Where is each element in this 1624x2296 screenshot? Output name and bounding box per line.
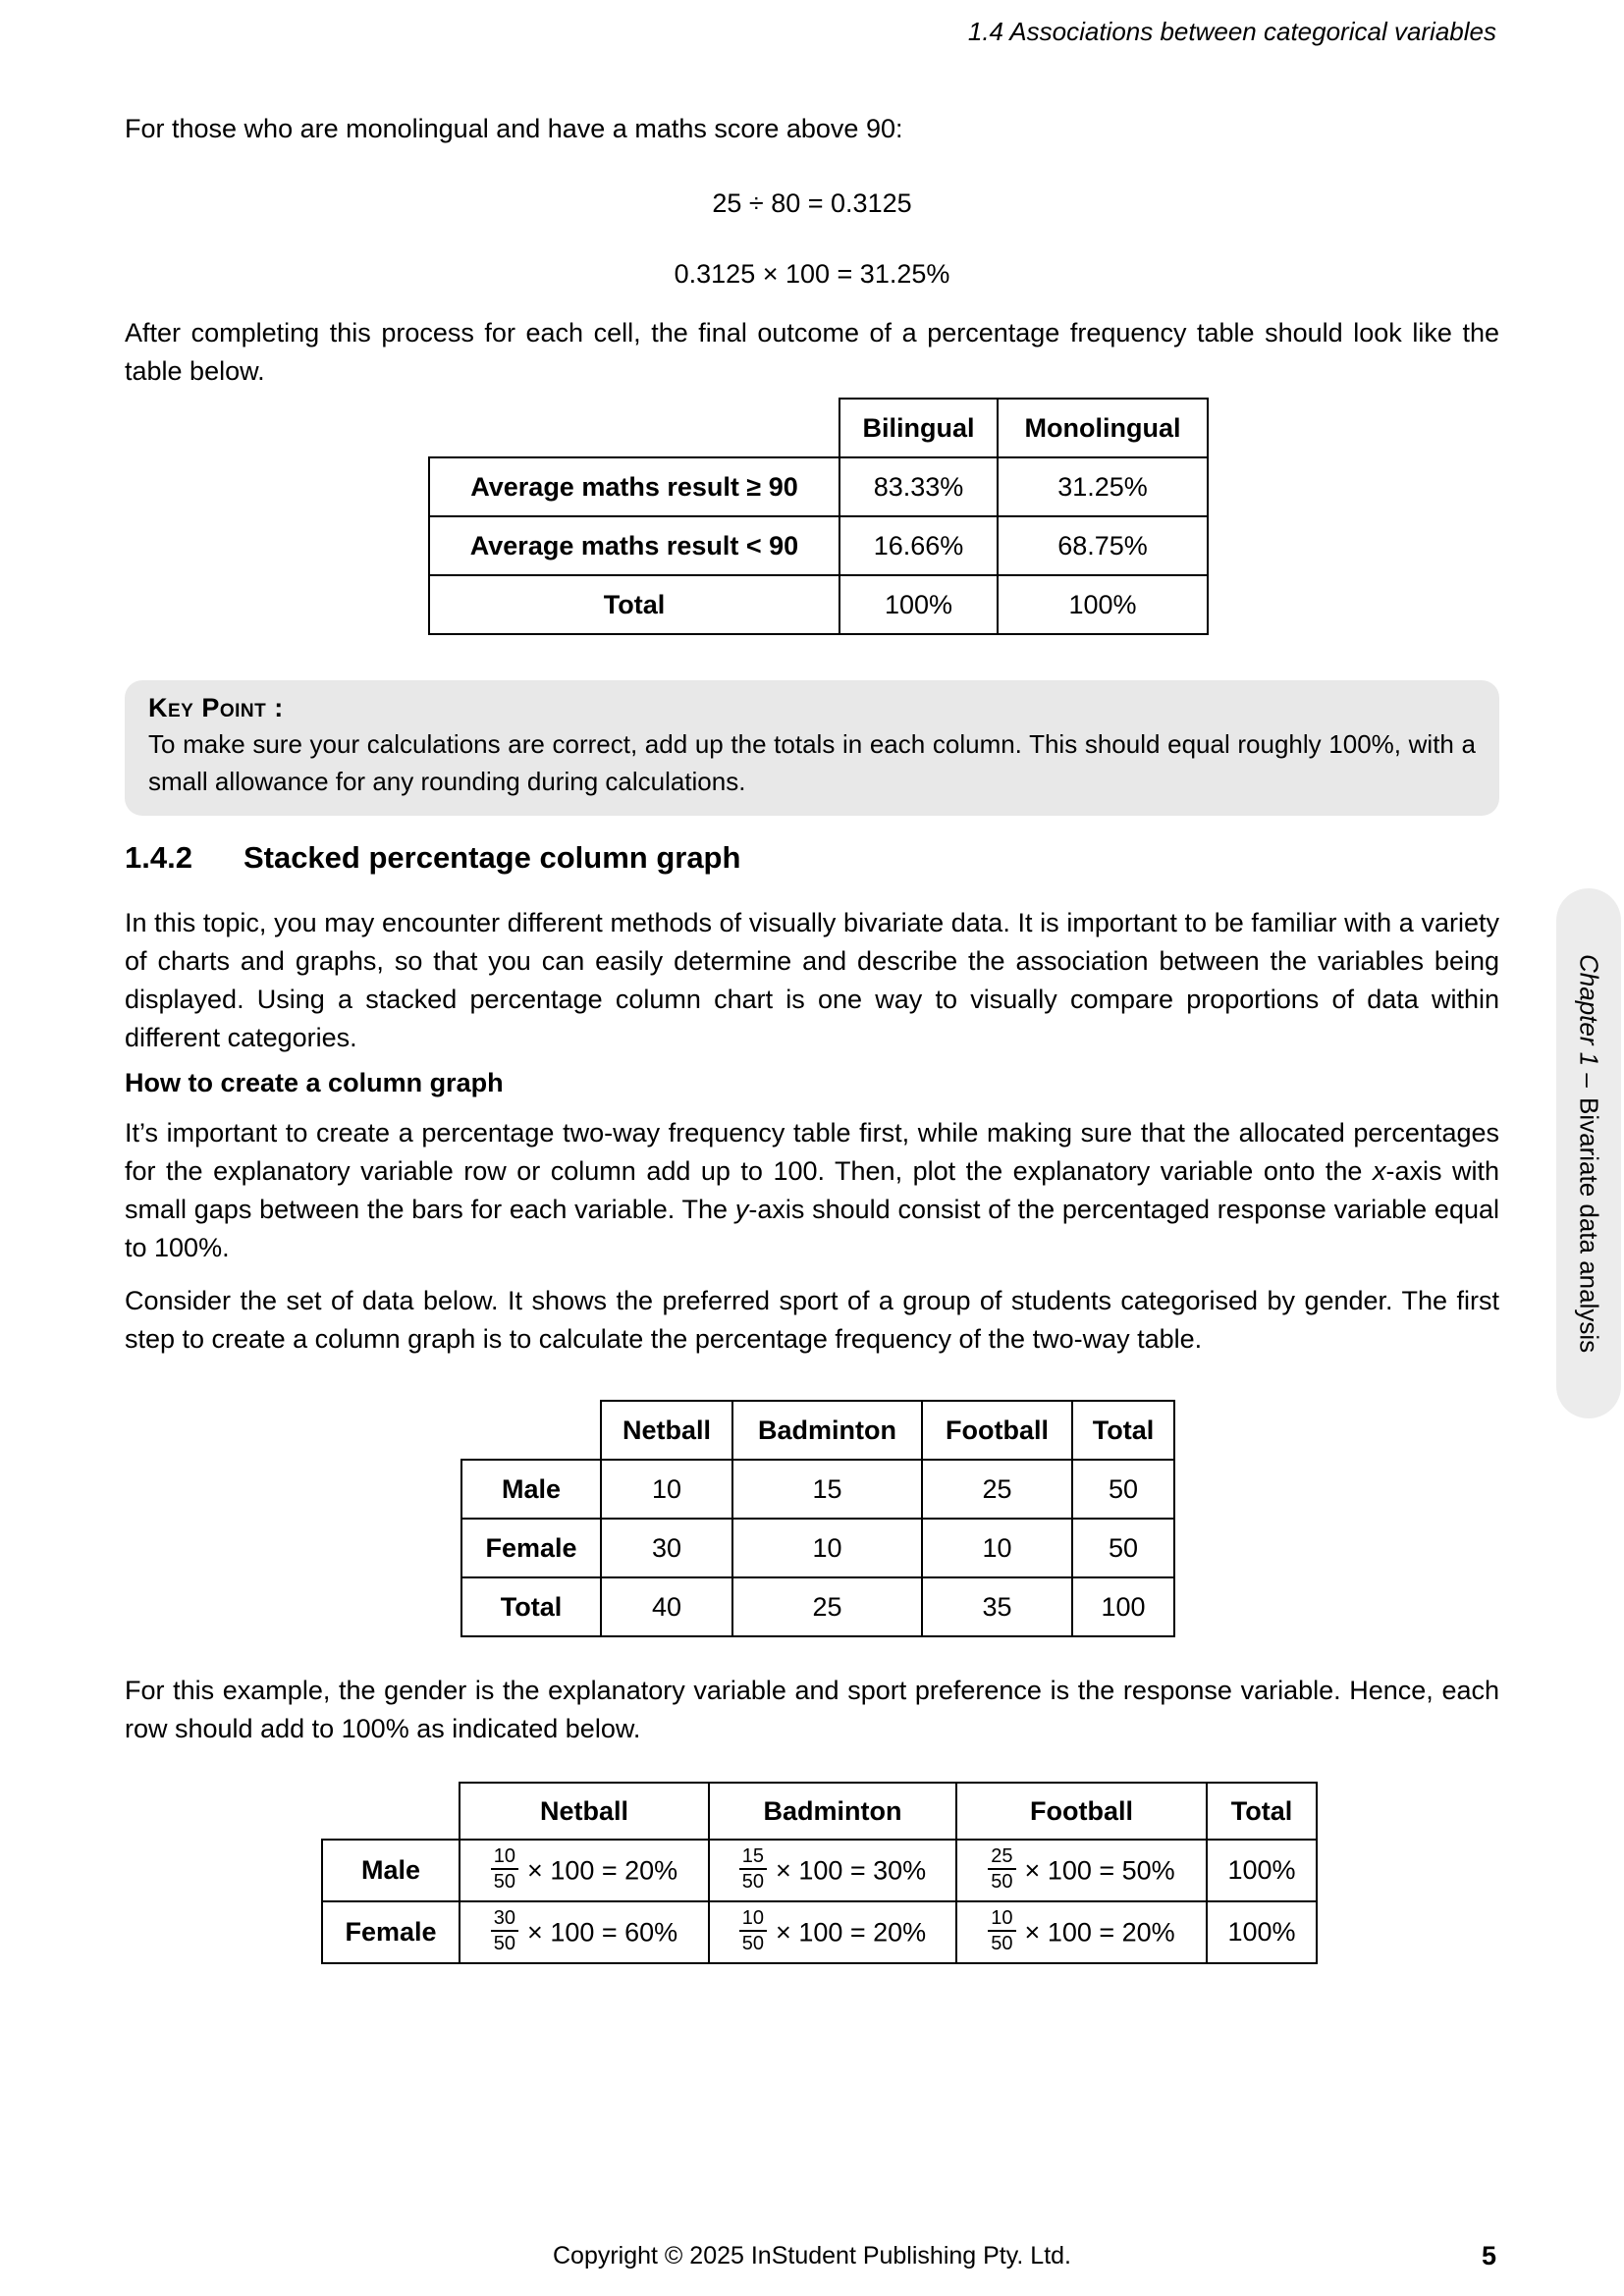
percentage-frequency-table (428, 398, 1209, 635)
fraction-denominator: 50 (493, 1870, 516, 1893)
equation-division: 25 ÷ 80 = 0.3125 (712, 188, 912, 218)
table-header-row (322, 1783, 1317, 1840)
row-label: Female (461, 1519, 601, 1577)
row-label: Female (322, 1901, 460, 1963)
blank-cell (461, 1401, 601, 1460)
table-cell: 10 (732, 1519, 922, 1577)
fraction-numerator: 25 (988, 1845, 1015, 1870)
table-cell: 100% (1207, 1901, 1317, 1963)
section-body (125, 904, 1499, 1359)
table-row (429, 575, 1208, 634)
table-cell: 15 (732, 1460, 922, 1519)
calculation-text: × 100 = 60% (527, 1917, 678, 1947)
calculation-text: × 100 = 20% (776, 1917, 927, 1947)
key-point-box (125, 680, 1499, 816)
table-cell: 10 (922, 1519, 1072, 1577)
table-cell: 100% (998, 575, 1208, 634)
column-header-total: Total (1207, 1783, 1317, 1840)
calculation-cell (956, 1840, 1207, 1901)
column-header-monolingual: Monolingual (998, 399, 1208, 457)
column-header-badminton: Badminton (732, 1401, 922, 1460)
table-row (461, 1577, 1174, 1636)
method-paragraph (125, 1114, 1499, 1267)
calculation-text: × 100 = 20% (527, 1855, 678, 1885)
table-cell: 25 (922, 1460, 1072, 1519)
sport-count-table (460, 1400, 1175, 1637)
table-row (429, 516, 1208, 575)
chapter-sidebar-tab (1556, 888, 1621, 1418)
row-label: Total (461, 1577, 601, 1636)
table-cell: 100% (839, 575, 998, 634)
method-text: -axis should consist of the percentaged response variable equal to 100%. (125, 1195, 1499, 1262)
intro-paragraph: For those who are monolingual and have a maths score above 90: (125, 114, 903, 143)
fraction-denominator: 50 (493, 1932, 516, 1954)
fraction (491, 1845, 518, 1893)
y-variable: y (734, 1195, 749, 1224)
equation-percentage: 0.3125 × 100 = 31.25% (674, 259, 950, 289)
x-variable: x (1372, 1156, 1386, 1186)
row-label: Male (461, 1460, 601, 1519)
fraction (739, 1907, 767, 1954)
fraction-denominator: 50 (991, 1932, 1013, 1954)
calculation-text: × 100 = 50% (1024, 1855, 1175, 1885)
column-header-badminton: Badminton (709, 1783, 956, 1840)
method-text: -axis with small gaps between the bars for each variable. The (125, 1156, 1499, 1224)
table-cell: 30 (601, 1519, 732, 1577)
table-header-row (429, 399, 1208, 457)
calculation-cell (956, 1901, 1207, 1963)
fraction-numerator: 10 (491, 1845, 518, 1870)
fraction (988, 1907, 1015, 1954)
fraction-denominator: 50 (741, 1870, 765, 1893)
method-text: It’s important to create a percentage two-way frequency table first, while making sure that the allocated percentages for the explanatory variable row or column add up to 100. Then, plot the explanatory variable onto the (125, 1118, 1499, 1186)
topic-paragraph: In this topic, you may encounter different methods of visually bivariate data. It is important to be familiar with a variety of charts and graphs, so that you can easily determine and describe the association between the variables being displayed. Using a stacked percentage column chart is one way to visually compare proportions of data within different categories. (125, 908, 1499, 1052)
table-cell: 40 (601, 1577, 732, 1636)
column-header-bilingual: Bilingual (839, 399, 998, 457)
blank-cell (429, 399, 839, 457)
fraction (739, 1845, 767, 1893)
table-cell: 50 (1072, 1460, 1174, 1519)
calculation-text: × 100 = 30% (776, 1855, 927, 1885)
row-label: Average maths result < 90 (429, 516, 839, 575)
table-cell: 68.75% (998, 516, 1208, 575)
page-number: 5 (1481, 2241, 1496, 2270)
table-cell: 16.66% (839, 516, 998, 575)
column-header-netball: Netball (601, 1401, 732, 1460)
calculation-text: × 100 = 20% (1024, 1917, 1175, 1947)
running-head: 1.4 Associations between categorical variables (967, 17, 1496, 46)
table-row (322, 1840, 1317, 1901)
column-header-netball: Netball (460, 1783, 709, 1840)
calculation-cell (460, 1840, 709, 1901)
row-label: Total (429, 575, 839, 634)
table-cell: 35 (922, 1577, 1072, 1636)
fraction-denominator: 50 (741, 1932, 765, 1954)
table-cell: 100% (1207, 1840, 1317, 1901)
fraction (491, 1907, 518, 1954)
chapter-tab-text (1574, 954, 1604, 1353)
consider-paragraph: Consider the set of data below. It shows the preferred sport of a group of students categorised by gender. The first step to create a column graph is to calculate the percentage frequency of the two-way table. (125, 1286, 1499, 1354)
table-cell: 100 (1072, 1577, 1174, 1636)
column-header-football: Football (922, 1401, 1072, 1460)
key-point-title: Key Point : (148, 693, 284, 722)
table-cell: 50 (1072, 1519, 1174, 1577)
chapter-number: Chapter 1 – (1574, 953, 1604, 1088)
calculation-cell (709, 1901, 956, 1963)
table-row (429, 457, 1208, 516)
chapter-title: Bivariate data analysis (1574, 1096, 1604, 1353)
column-header-total: Total (1072, 1401, 1174, 1460)
column-header-football: Football (956, 1783, 1207, 1840)
after-paragraph: After completing this process for each cell, the final outcome of a percentage frequency table should look like the table below. (125, 318, 1499, 386)
row-label: Male (322, 1840, 460, 1901)
percentage-calculation-table (321, 1782, 1318, 1964)
fraction (988, 1845, 1015, 1893)
fraction-numerator: 15 (739, 1845, 767, 1870)
table-cell: 10 (601, 1460, 732, 1519)
table-cell: 31.25% (998, 457, 1208, 516)
how-to-subheading: How to create a column graph (125, 1068, 504, 1097)
table-cell: 25 (732, 1577, 922, 1636)
section-heading (125, 840, 740, 876)
fraction-numerator: 10 (988, 1907, 1015, 1932)
footer-copyright: Copyright © 2025 InStudent Publishing Pty. Ltd. (552, 2242, 1071, 2269)
fraction-numerator: 30 (491, 1907, 518, 1932)
table-row (461, 1519, 1174, 1577)
calculation-cell (460, 1901, 709, 1963)
example-paragraph: For this example, the gender is the explanatory variable and sport preference is the response variable. Hence, each row should add to 100% as indicated below. (125, 1676, 1499, 1743)
blank-cell (322, 1783, 460, 1840)
section-number: 1.4.2 (125, 840, 192, 875)
row-label: Average maths result ≥ 90 (429, 457, 839, 516)
table-cell: 83.33% (839, 457, 998, 516)
calculation-cell (709, 1840, 956, 1901)
section-title: Stacked percentage column graph (243, 840, 741, 875)
table-header-row (461, 1401, 1174, 1460)
fraction-numerator: 10 (739, 1907, 767, 1932)
key-point-body: To make sure your calculations are correct, add up the totals in each column. This should equal roughly 100%, with a small allowance for any rounding during calculations. (148, 729, 1476, 796)
table-row (322, 1901, 1317, 1963)
fraction-denominator: 50 (991, 1870, 1013, 1893)
table-row (461, 1460, 1174, 1519)
